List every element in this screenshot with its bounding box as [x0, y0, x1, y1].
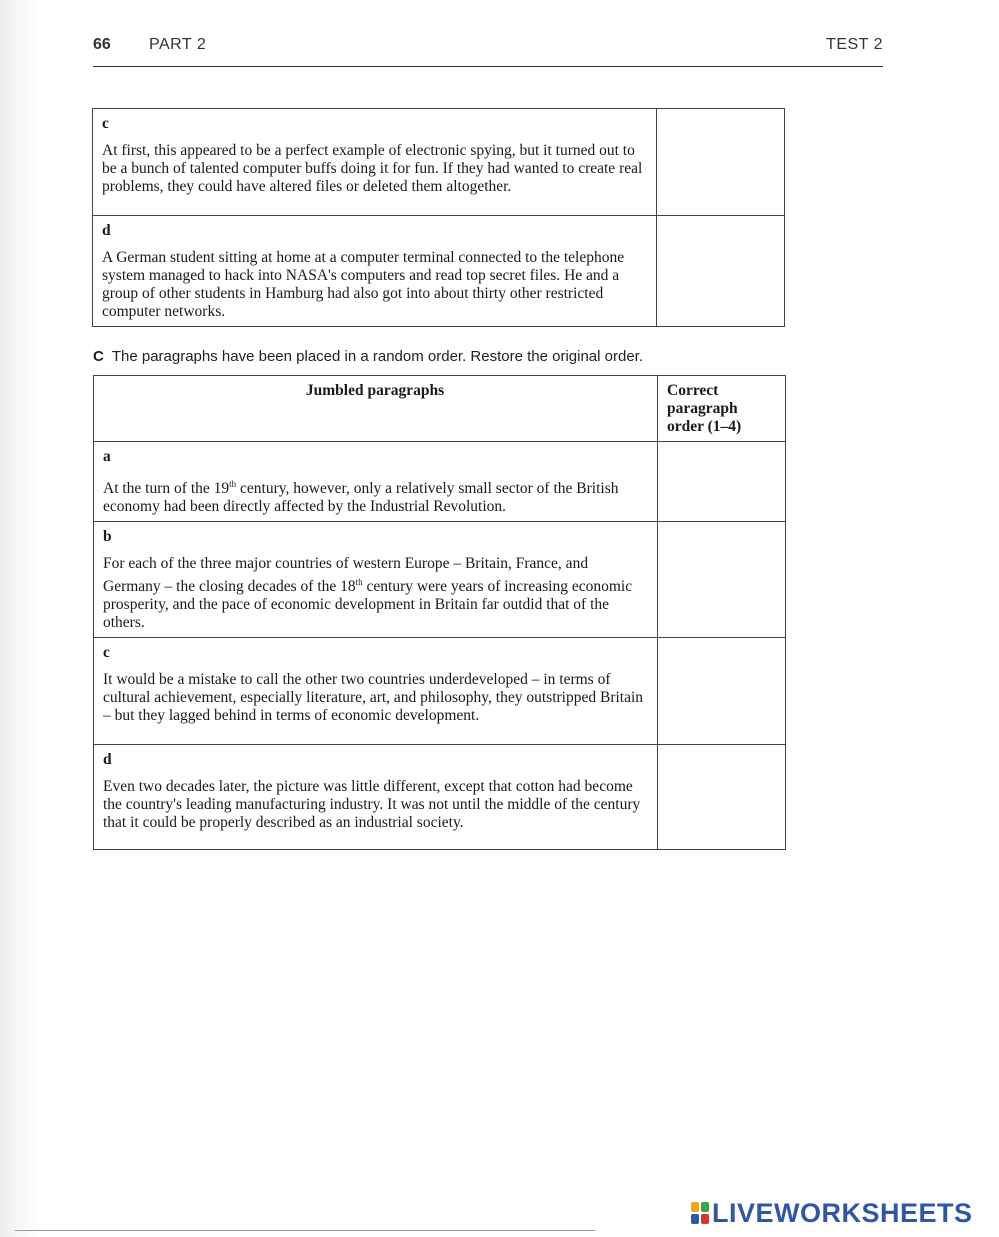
paragraph-cell	[93, 216, 657, 327]
paragraph-cell	[93, 109, 657, 216]
table-row	[93, 109, 785, 216]
table-row	[94, 442, 786, 522]
paragraph-letter: a	[103, 448, 111, 465]
paragraph-text: Even two decades later, the picture was little different, except that cotton had become the country's leading manufacturing industry. It was not until the middle of the century that it could be properly described as an industrial society.	[103, 778, 641, 832]
scan-bottom-line	[15, 1230, 595, 1231]
paragraph-cell	[94, 745, 658, 850]
logo-square-icon	[701, 1202, 709, 1212]
section-c-instruction	[93, 348, 643, 365]
liveworksheets-logo	[691, 1199, 973, 1227]
table-header-row	[94, 376, 786, 442]
table-row	[94, 522, 786, 638]
paragraph-text: It would be a mistake to call the other two countries underdeveloped – in terms of cultural achievement, especially literature, art, and philosophy, they outstripped Britain – but they lagged behind in terms of economic development.	[103, 671, 644, 725]
section-b-continued-table	[92, 108, 785, 327]
answer-box[interactable]	[658, 638, 786, 745]
section-label: C	[93, 348, 104, 365]
answer-box[interactable]	[657, 109, 785, 216]
column-header-order: Correct paragraph order (1–4)	[658, 376, 786, 442]
answer-box[interactable]	[658, 522, 786, 638]
paragraph-cell	[94, 638, 658, 745]
column-header-jumbled: Jumbled paragraphs	[94, 376, 658, 442]
paragraph-letter: d	[103, 751, 112, 769]
instruction-text: The paragraphs have been placed in a random order. Restore the original order.	[111, 348, 644, 365]
page-number: 66	[93, 36, 111, 53]
logo-square-icon	[691, 1202, 699, 1212]
table-row	[94, 745, 786, 850]
paragraph-letter: b	[103, 528, 112, 546]
page-header	[93, 36, 883, 67]
part-label: PART 2	[149, 36, 207, 53]
paragraph-cell	[94, 522, 658, 638]
answer-box[interactable]	[658, 442, 786, 522]
table-row	[94, 638, 786, 745]
logo-grid-icon	[691, 1202, 709, 1224]
test-label: TEST 2	[826, 36, 883, 53]
paragraph-cell	[94, 442, 658, 522]
scan-edge-shadow	[0, 0, 40, 1237]
logo-square-icon	[691, 1214, 699, 1224]
table-row	[93, 216, 785, 327]
paragraph-text: A German student sitting at home at a computer terminal connected to the telephone system managed to hack into NASA's computers and read top secret files. He and a group of other students in Hamburg had also got into about thirty other restricted computer networks.	[102, 249, 625, 320]
paragraph-letter: c	[102, 115, 109, 132]
paragraph-text: For each of the three major countries of western Europe – Britain, France, and Germany – the closing decades of the 18th century were years of increasing economic prosperity, and the pace of economic development in Britain far outdid that of the others.	[103, 555, 633, 632]
paragraph-letter: c	[103, 644, 110, 662]
logo-text: LIVEWORKSHEETS	[712, 1197, 973, 1228]
logo-square-icon	[701, 1214, 709, 1224]
paragraph-text: At the turn of the 19th century, however, only a relatively small sector of the British economy had been directly affected by the Industrial Revolution.	[103, 479, 619, 516]
paragraph-letter: d	[102, 222, 111, 239]
answer-box[interactable]	[657, 216, 785, 327]
answer-box[interactable]	[658, 745, 786, 850]
paragraph-text: At first, this appeared to be a perfect example of electronic spying, but it turned out to be a bunch of talented computer buffs doing it for fun. If they had wanted to create real problems, they could have altered files or deleted them altogether.	[102, 142, 643, 195]
section-c-table	[93, 375, 786, 850]
